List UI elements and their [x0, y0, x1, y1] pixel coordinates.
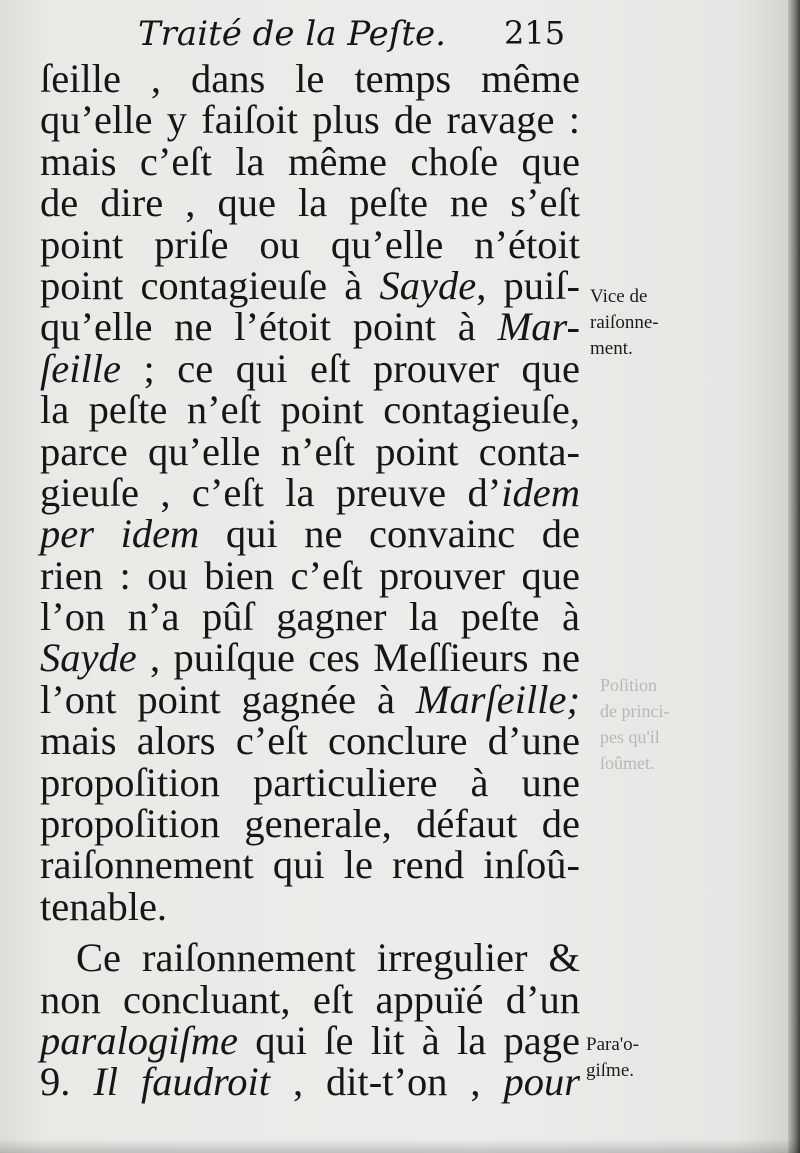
text-segment: propoſition generale, défaut de [40, 801, 580, 847]
italic-text-segment: per idem [40, 511, 200, 557]
text-segment: qui ne convainc de [199, 511, 580, 557]
text-line [40, 428, 580, 474]
text-line [40, 935, 580, 981]
text-segment: qu’elle ne l’étoit point à [40, 304, 498, 350]
text-segment: point priſe ou qu’elle n’étoit [40, 221, 580, 267]
text-segment: raiſonnement qui le rend inſoû- [40, 842, 580, 888]
text-segment: , puiſque ces Meſſieurs ne [136, 635, 580, 681]
italic-text-segment: Il faudroit [93, 1059, 271, 1105]
page-bottom-shadow [0, 1139, 800, 1153]
text-line [40, 511, 580, 557]
text-segment: mais alors c’eſt conclure d’une [40, 718, 580, 764]
text-segment: mais c’eſt la même choſe que [40, 138, 580, 184]
body-text [40, 58, 580, 1103]
page-number: 215 [504, 14, 566, 52]
text-line [40, 676, 580, 722]
text-segment: rien : ou bien c’eſt prouver que [40, 552, 580, 598]
italic-text-segment: paralogiſme [40, 1017, 238, 1063]
text-line [40, 635, 580, 681]
italic-text-segment: Sayde [40, 635, 137, 681]
text-line [40, 262, 580, 308]
text-line [40, 387, 580, 433]
text-segment: l’ont point gagnée à [40, 676, 416, 722]
text-line [40, 1017, 580, 1063]
bleed-through-text: Poſition de princi- pes qu'il ſoûmet. [600, 675, 670, 773]
text-segment: Ce raiſonnement irregulier & [76, 935, 580, 981]
running-title: Traité de la Peſte. [138, 14, 446, 54]
text-line [40, 842, 580, 888]
italic-text-segment: ſeille [40, 345, 121, 391]
text-segment: ſeille , dans le temps même [40, 56, 580, 101]
text-line [40, 97, 580, 143]
italic-text-segment: idem [501, 469, 580, 515]
text-line [40, 552, 580, 598]
text-segment: non concluant, eſt appuïé d’un [40, 976, 580, 1022]
italic-text-segment: Marſeille; [415, 676, 580, 722]
text-segment: gieuſe , c’eſt la preuve d’ [40, 469, 502, 515]
italic-text-segment: pour [503, 1059, 581, 1105]
text-line [40, 976, 580, 1022]
text-line [40, 469, 580, 515]
text-segment: propoſition particuliere à une [40, 759, 580, 805]
margin-note-paralogisme: Para'o- giſme. [586, 1034, 640, 1081]
page-edge-shadow [788, 0, 800, 1153]
text-line [40, 180, 580, 226]
text-line [40, 345, 580, 391]
text-segment: , puiſ- [476, 262, 580, 308]
italic-text-segment: Mar- [497, 304, 580, 350]
text-line [40, 883, 580, 929]
text-line [40, 221, 580, 267]
text-line [40, 718, 580, 764]
text-segment: ; ce qui eſt prouver que [120, 345, 580, 391]
text-segment: parce qu’elle n’eſt point conta- [40, 428, 580, 474]
text-segment: tenable. [40, 883, 168, 929]
text-line [40, 594, 580, 640]
text-segment: , dit-t’on , [270, 1059, 504, 1105]
text-segment: 9. [40, 1059, 94, 1105]
text-segment: l’on n’a pûſ gagner la peſte à [40, 594, 580, 640]
text-segment: de dire , que la peſte ne s’eſt [40, 180, 580, 226]
text-line [40, 58, 580, 99]
text-line [40, 1059, 581, 1105]
text-line [40, 304, 580, 350]
text-segment: qui ſe lit à la page [238, 1017, 580, 1063]
text-segment: la peſte n’eſt point contagieuſe, [40, 387, 580, 433]
text-segment: point contagieuſe à [40, 262, 380, 308]
text-line [40, 759, 580, 805]
running-header [138, 14, 578, 58]
italic-text-segment: Sayde [379, 262, 477, 308]
text-line [40, 138, 580, 184]
text-segment: qu’elle y faiſoit plus de ravage : [40, 97, 580, 143]
margin-note-vice-de-raisonnement: Vice de raiſonne- ment. [590, 286, 659, 359]
text-line [40, 801, 580, 847]
